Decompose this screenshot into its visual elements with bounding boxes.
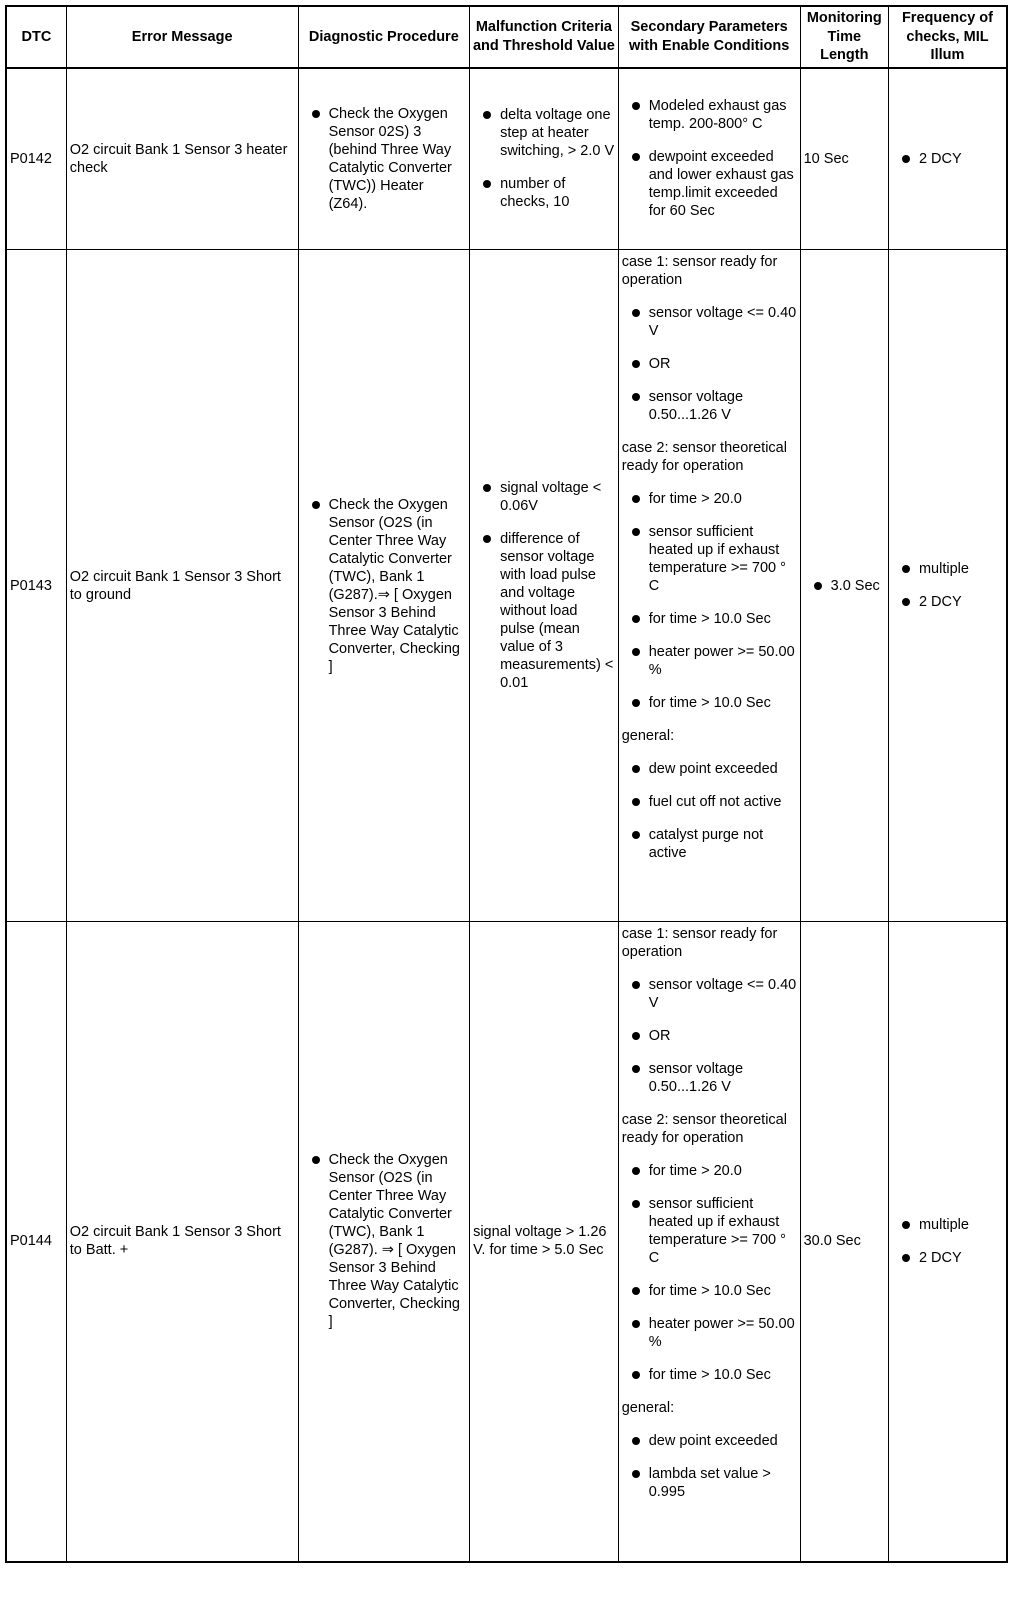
header-frequency: Frequency of checks, MIL Illum: [888, 6, 1007, 68]
case-2-label: case 2: sensor theoretical ready for operation: [621, 1112, 787, 1146]
general-label: general:: [621, 1400, 675, 1416]
list-item: Modeled exhaust gas temp. 200-800° C: [622, 97, 797, 133]
list-item: for time > 10.0 Sec: [622, 694, 797, 712]
list-item: for time > 10.0 Sec: [622, 1282, 797, 1300]
list-item: signal voltage < 0.06V: [473, 479, 615, 515]
dtc-code: P0143: [6, 250, 66, 922]
list-item: heater power >= 50.00 %: [622, 643, 797, 679]
list-item: heater power >= 50.00 %: [622, 1315, 797, 1351]
case-1-label: case 1: sensor ready for operation: [621, 926, 778, 960]
diagnostic-procedure: [298, 68, 470, 250]
error-message: O2 circuit Bank 1 Sensor 3 Short to Batt. +: [66, 922, 298, 1562]
case-2-label: case 2: sensor theoretical ready for operation: [621, 440, 787, 474]
malfunction-criteria: signal voltage > 1.26 V. for time > 5.0 Sec: [470, 922, 619, 1562]
list-item: multiple: [892, 560, 1003, 578]
list-item: delta voltage one step at heater switching, > 2.0 V: [473, 106, 615, 160]
list-item: Check the Oxygen Sensor (O2S (in Center Three Way Catalytic Converter (TWC), Bank 1 (G287). ⇒ [ Oxygen Sensor 3 Behind Three Way Catalytic Converter, Checking ]: [302, 1151, 467, 1331]
list-item: sensor voltage 0.50...1.26 V: [622, 1060, 797, 1096]
monitoring-time: 10 Sec: [800, 68, 888, 250]
dtc-code: P0144: [6, 922, 66, 1562]
table-row: [6, 68, 1007, 250]
list-item: 2 DCY: [892, 150, 1003, 168]
list-item: lambda set value > 0.995: [622, 1465, 797, 1501]
list-item: 3.0 Sec: [804, 577, 885, 595]
list-item: Check the Oxygen Sensor (O2S (in Center Three Way Catalytic Converter (TWC), Bank 1 (G287).⇒ [ Oxygen Sensor 3 Behind Three Way Catalytic Converter, Checking ]: [302, 496, 467, 676]
list-item: sensor voltage <= 0.40 V: [622, 304, 797, 340]
list-item: OR: [622, 1027, 797, 1045]
list-item: multiple: [892, 1216, 1003, 1234]
header-dtc: DTC: [6, 6, 66, 68]
diagnostic-procedure: [298, 250, 470, 922]
list-item: fuel cut off not active: [622, 793, 797, 811]
list-item: dew point exceeded: [622, 760, 797, 778]
frequency: [888, 68, 1007, 250]
list-item: 2 DCY: [892, 1249, 1003, 1267]
list-item: catalyst purge not active: [622, 826, 797, 862]
header-error-message: Error Message: [66, 6, 298, 68]
dtc-table: [5, 5, 1008, 1563]
list-item: sensor sufficient heated up if exhaust temperature >= 700 ° C: [622, 523, 797, 595]
frequency: [888, 250, 1007, 922]
list-item: for time > 10.0 Sec: [622, 1366, 797, 1384]
list-item: dew point exceeded: [622, 1432, 797, 1450]
monitoring-time: 30.0 Sec: [800, 922, 888, 1562]
general-label: general:: [621, 728, 675, 744]
header-malfunction-criteria: Malfunction Criteria and Threshold Value: [470, 6, 619, 68]
malfunction-criteria: [470, 250, 619, 922]
list-item: Check the Oxygen Sensor 02S) 3 (behind Three Way Catalytic Converter (TWC)) Heater (Z64).: [302, 105, 467, 213]
error-message: O2 circuit Bank 1 Sensor 3 Short to ground: [66, 250, 298, 922]
error-message: O2 circuit Bank 1 Sensor 3 heater check: [66, 68, 298, 250]
list-item: sensor voltage <= 0.40 V: [622, 976, 797, 1012]
list-item: number of checks, 10: [473, 175, 615, 211]
list-item: 2 DCY: [892, 593, 1003, 611]
malfunction-criteria: [470, 68, 619, 250]
header-secondary-parameters: Secondary Parameters with Enable Conditions: [618, 6, 800, 68]
secondary-parameters: [618, 68, 800, 250]
list-item: difference of sensor voltage with load pulse and voltage without load pulse (mean value of 3 measurements) < 0.01: [473, 530, 615, 692]
header-row: [6, 6, 1007, 68]
header-diagnostic-procedure: Diagnostic Procedure: [298, 6, 470, 68]
list-item: sensor voltage 0.50...1.26 V: [622, 388, 797, 424]
header-monitoring-time: Monitoring Time Length: [800, 6, 888, 68]
list-item: OR: [622, 355, 797, 373]
diagnostic-procedure: [298, 922, 470, 1562]
list-item: for time > 20.0: [622, 490, 797, 508]
table-row: [6, 250, 1007, 922]
frequency: [888, 922, 1007, 1562]
dtc-code: P0142: [6, 68, 66, 250]
table-row: [6, 922, 1007, 1562]
list-item: sensor sufficient heated up if exhaust temperature >= 700 ° C: [622, 1195, 797, 1267]
list-item: for time > 10.0 Sec: [622, 610, 797, 628]
list-item: for time > 20.0: [622, 1162, 797, 1180]
secondary-parameters: [618, 250, 800, 922]
case-1-label: case 1: sensor ready for operation: [621, 254, 778, 288]
secondary-parameters: [618, 922, 800, 1562]
monitoring-time: [800, 250, 888, 922]
list-item: dewpoint exceeded and lower exhaust gas temp.limit exceeded for 60 Sec: [622, 148, 797, 220]
